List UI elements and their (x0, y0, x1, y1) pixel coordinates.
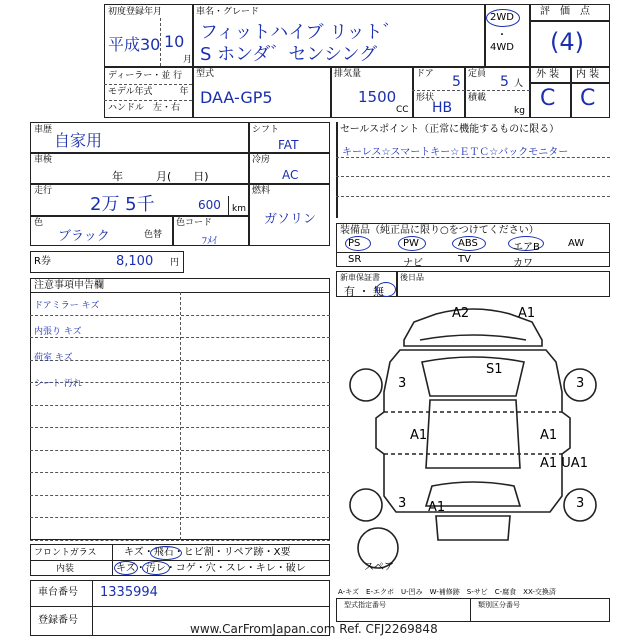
capacity-unit: 人 (514, 79, 524, 89)
shape-value: HB (432, 100, 453, 116)
note-item: シート 汚れ (34, 379, 82, 389)
km-unit: km (232, 204, 246, 214)
damage-mark: A1 (410, 428, 428, 443)
note-item: ドアミラー キズ (34, 301, 100, 311)
score-label: 評 価 点 (540, 6, 590, 17)
damage-mark: 3 (398, 496, 407, 511)
exterior-value: C (540, 86, 556, 111)
ac-label: 冷房 (252, 155, 271, 165)
model-designation: 型式指定番号 (344, 601, 386, 609)
classification: 類別区分番号 (478, 601, 520, 609)
model-type-label: 型式 (196, 69, 215, 79)
damage-mark: A1 (428, 500, 446, 515)
selling-title: セールスポイント（正常に機能するものに限る） (340, 124, 560, 135)
model-year-label: モデル年式 年 (108, 87, 189, 97)
first-reg-value: 平成30 (108, 35, 161, 54)
damage-mark: 3 (576, 496, 585, 511)
equipment-item-row2-0: SR (348, 254, 362, 265)
capacity-label: 定員 (468, 69, 487, 79)
front-glass-value: キズ・飛石・ヒビ割・リペア跡・X要 (124, 547, 291, 558)
color-code-label: 色コード (176, 218, 213, 228)
warranty-value: 有 ・ 無 (344, 285, 384, 298)
interior-label: 内 装 (576, 69, 600, 80)
handle-label: ハンドル 左・右 (108, 103, 181, 113)
color-value: ブラック (58, 229, 110, 244)
shift-label: シフト (252, 125, 280, 135)
shift-value: FAT (278, 138, 299, 152)
mileage-label: 走行 (34, 186, 53, 196)
use-value: 自家用 (54, 131, 103, 150)
stone-chip-circle (150, 546, 182, 560)
color-change-label: 色替 (144, 230, 163, 240)
stain-circle (142, 561, 170, 575)
capacity-value: 5 (500, 74, 509, 90)
damage-mark: A1 (540, 428, 558, 443)
model-type-value: DAA-GP5 (200, 88, 273, 107)
recycle-value: 8,100 (116, 254, 154, 269)
damage-mark: A1 (518, 306, 536, 321)
damage-mark: A1 UA1 (540, 456, 588, 471)
color-label: 色 (34, 218, 44, 228)
displacement-label: 排気量 (334, 69, 362, 79)
aftermarket-label: 後日品 (400, 273, 424, 282)
recycle-label: R券 (34, 256, 51, 267)
watermark: www.CarFromJapan.com Ref. CFJ2269848 (190, 622, 438, 636)
interior-condition-label: 内装 (56, 564, 75, 574)
ac-value: AC (282, 168, 299, 182)
warranty-label: 新車保証書 (340, 273, 380, 282)
damage-mark: 3 (398, 376, 407, 391)
car-name-line1: フィットハイブ リット゛ (200, 22, 401, 43)
equipment-item-row2-1: ナビ (403, 258, 423, 269)
fuel-label: 燃料 (252, 186, 271, 196)
selling-line1: キーレス☆スマートキー☆ＥＴＣ☆バックモニター (342, 147, 569, 158)
equipment-item-row1-4: AW (568, 238, 585, 249)
equipment-title: 装備品（純正品に限り○をつけてください） (340, 225, 539, 236)
shape-label: 形状 (416, 93, 435, 103)
first-reg-label: 初度登録年月 (108, 7, 163, 17)
note-item: 荷室 キズ (34, 353, 73, 363)
car-diagram (336, 300, 610, 576)
car-name-label: 車名・グレード (196, 7, 260, 17)
displacement-value: 1500 (358, 88, 397, 106)
exterior-label: 外 装 (536, 69, 560, 80)
first-reg-month: 10 (164, 32, 185, 51)
note-item: 内張り キズ (34, 327, 82, 337)
drive-2wd: 2WD (490, 12, 514, 23)
interior-condition-value: キズ・汚レ・コゲ・穴・スレ・キレ・破レ (116, 563, 306, 574)
equipment-item-row1-1: PW (403, 238, 419, 249)
equipment-item-row2-3: カワ (513, 258, 533, 269)
reg-label: 登録番号 (38, 615, 78, 626)
interior-value: C (580, 86, 596, 111)
spare-label: スペア (364, 562, 394, 573)
drive-4wd: 4WD (490, 42, 514, 53)
inspection-label: 車検 (34, 155, 53, 165)
color-code-value: ﾌﾒｲ (202, 236, 217, 247)
car-name-line2: S ホンダ゛センシング (200, 44, 378, 65)
fuel-value: ガソリン (264, 212, 317, 227)
equipment-item-row2-2: TV (458, 254, 471, 265)
legend: A-キズ E-エクボ U-凹み W-補修跡 S-サビ C-腐食 XX-交換済 (338, 588, 556, 596)
load-label: 積載 (468, 93, 487, 103)
equipment-item-row1-3: エアB (513, 242, 540, 253)
scratch-circle (114, 561, 138, 575)
month-unit: 月 (183, 55, 193, 65)
damage-mark: A2 (452, 306, 470, 321)
recycle-box (30, 251, 184, 273)
equipment-item-row1-0: PS (348, 238, 361, 249)
damage-mark: 3 (576, 376, 585, 391)
selling-points-block (336, 122, 338, 218)
mileage-value: 2万 5千 (90, 194, 155, 215)
damage-mark: S1 (486, 362, 503, 377)
cc-unit: CC (396, 105, 409, 115)
doors-label: ドア (416, 69, 434, 79)
kg-unit: kg (514, 106, 525, 116)
chassis-label: 車台番号 (38, 587, 78, 598)
dealer-label: ディーラー・並 行 (108, 71, 183, 81)
equipment-item-row1-2: ABS (458, 238, 478, 249)
notes-title: 注意事項申告欄 (34, 280, 104, 291)
yen-unit: 円 (170, 258, 180, 268)
warranty-circle (376, 282, 396, 297)
inspection-template: 年 月( 日) (112, 170, 209, 183)
drive-dot: ・ (497, 30, 507, 41)
score-value: (4) (550, 28, 584, 56)
use-label: 車歴 (34, 125, 53, 135)
front-glass-label: フロントガラス (34, 548, 97, 558)
chassis-value: 1335994 (100, 585, 158, 600)
doors-value: 5 (452, 74, 461, 90)
mileage-small: 600 (198, 198, 221, 212)
